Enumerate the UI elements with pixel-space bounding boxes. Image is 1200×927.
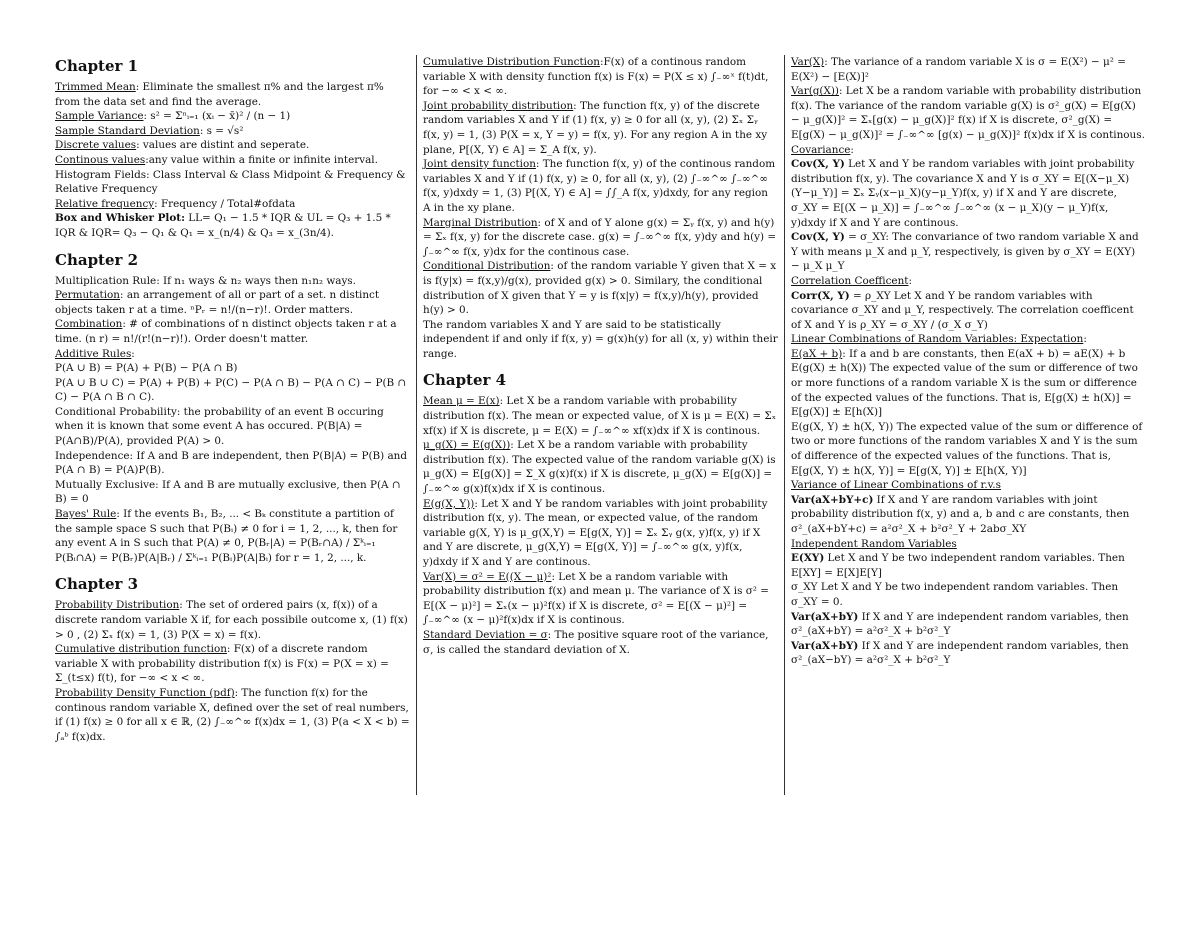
term-definition: : # of combinations of n distinct objects taken r at a time. (n r) = n!/(r!(n−r)!). Order doesn't matter. — [55, 318, 397, 345]
chapter1-body — [55, 80, 410, 241]
column-divider-left — [416, 55, 417, 795]
formula-entry — [791, 157, 1146, 230]
term-label: Var(aX+bY) — [791, 610, 859, 623]
formula-entry — [791, 610, 1146, 639]
term-label: Permutation — [55, 289, 121, 302]
formula-entry — [55, 507, 410, 565]
column-middle — [423, 55, 778, 657]
term-definition: LL= Q₁ − 1.5 * IQR & UL = Q₃ + 1.5 * IQR & IQR= Q₃ − Q₁ & Q₁ = x_(n/4) & Q₃ = x_(3n/4). — [55, 212, 391, 239]
term-label: Cumulative distribution function — [55, 643, 227, 656]
term-label: Joint probability distribution — [423, 99, 574, 112]
chapter4-heading: Chapter 4 — [423, 371, 507, 390]
formula-entry — [791, 230, 1146, 274]
term-definition: Mutually Exclusive: If A and B are mutually exclusive, then P(A ∩ B) = 0 — [55, 478, 401, 506]
term-label: Bayes' Rule — [55, 508, 117, 521]
term-label: μ_g(X) = E(g(X)) — [423, 439, 511, 452]
term-label: Box and Whisker Plot: — [55, 212, 185, 225]
term-label: Var(aX+bY) — [791, 639, 859, 652]
term-label: Var(g(X)) — [791, 85, 839, 98]
formula-entry — [55, 449, 410, 478]
term-definition: If X and Y are independent random variables, then σ²_(aX−bY) = a²σ²_X + b²σ²_Y — [791, 639, 1129, 667]
formula-entry — [423, 216, 778, 260]
formula-entry — [55, 124, 410, 139]
term-label: Cov(X, Y) — [791, 231, 845, 244]
term-definition: Independence: If A and B are independent, then P(B|A) = P(B) and P(A ∩ B) = P(A)P(B). — [55, 449, 408, 477]
term-label: Covariance — [791, 143, 851, 156]
term-definition: : The positive square root of the variance, σ, is called the standard deviation of X. — [423, 628, 769, 656]
formula-entry — [423, 55, 778, 99]
formula-entry — [55, 376, 410, 405]
term-definition: If X and Y are independent random variables, then σ²_(aX+bY) = a²σ²_X + b²σ²_Y — [791, 610, 1129, 638]
term-definition: : values are distint and seperate. — [136, 139, 310, 152]
chapter2-heading: Chapter 2 — [55, 250, 139, 269]
term-definition: : Let X and Y be random variables with joint probability distribution f(x, y). The mean, or expected value, of the random variable g(X, Y) is μ_g(X,Y) = E[g(X, Y)] = Σₓ Σᵧ g(x, y)f(x, y) if X and Y are discrete, μ_g(X,Y) = E[g(X, Y)] = ∫₋∞^∞ g(x, y)f(x, y)dxdy if X and Y are continous. — [423, 497, 768, 568]
term-definition: :any value within a finite or infinite interval. — [145, 153, 378, 166]
term-definition: : F(x) of a discrete random variable X with probability distribution f(x) is F(x) = P(X = x) = Σ_(t≤x) f(t), for −∞ < x < ∞. — [55, 643, 389, 685]
term-label: Conditional Distribution — [423, 260, 551, 273]
formula-entry — [791, 537, 1146, 552]
term-label: Cumulative Distribution Function — [423, 56, 600, 68]
term-definition: : of X and of Y alone g(x) = Σᵧ f(x, y) and h(y) = Σₓ f(x, y) for the discrete case. g(x) = ∫₋∞^∞ f(x, y)dy and h(y) = ∫₋∞^∞ f(x, y)dx for the continous case. — [423, 216, 777, 258]
formula-entry — [55, 168, 410, 197]
term-definition: Let X and Y be random variables with joint probability distribution f(x, y). The covariance X and Y is σ_XY = E[(X−μ_X)(Y−μ_Y)] = Σₓ Σᵧ(x−μ_X)(y−μ_Y)f(x, y) if X and Y are discrete, σ_XY = E[(X − μ_X)] = ∫₋∞^∞ ∫₋∞^∞ (x − μ_X)(y − μ_Y)f(x, y)dxdy if X and Y are continous. — [791, 158, 1135, 229]
term-definition: = ρ_XY Let X and Y be random variables with covariance σ_XY and μ_Y, respectively. The correlation coefficent of X and Y is ρ_XY = σ_XY / (σ_X σ_Y) — [791, 289, 1134, 331]
term-definition: Let X and Y be two independent random variables. Then E[XY] = E[X]E[Y] — [791, 552, 1125, 579]
formula-entry — [55, 274, 410, 289]
formula-entry — [791, 143, 1146, 158]
term-label: Relative frequency — [55, 197, 155, 210]
formula-entry — [791, 332, 1146, 347]
column-left — [55, 55, 410, 744]
formula-entry — [791, 639, 1146, 668]
term-label: Var(aX+bY+c) — [791, 493, 874, 506]
formula-entry — [55, 153, 410, 168]
formula-entry — [791, 55, 1146, 84]
formula-entry — [423, 394, 778, 438]
term-label: E(aX + b) — [791, 347, 843, 360]
term-label: Sample Variance — [55, 110, 144, 123]
term-definition: : The variance of a random variable X is σ = E(X²) − μ² = E(X²) − [E(X)]² — [791, 56, 1126, 83]
term-definition: P(A ∪ B ∪ C) = P(A) + P(B) + P(C) − P(A ∩ B) − P(A ∩ C) − P(B ∩ C) − P(A ∩ B ∩ C). — [55, 376, 407, 404]
term-definition: : — [850, 143, 854, 156]
term-definition: : s = √s² — [199, 124, 244, 137]
formula-entry — [55, 288, 410, 317]
term-definition: : Let X be a random variable with probability distribution f(x). The mean or expected value, of X is μ = E(X) = Σₓ xf(x) if X is discrete, μ = E(X) = ∫₋∞^∞ xf(x)dx if X is continous. — [423, 395, 777, 437]
joint-distributions-body — [423, 55, 778, 361]
term-label: Additive Rules — [55, 347, 132, 360]
formula-entry — [791, 289, 1146, 333]
formula-entry — [791, 361, 1146, 419]
term-definition: :F(x) of a continous random variable X with density function f(x) is F(x) = P(X ≤ x) ∫₋∞ˣ f(t)dt, for −∞ < x < ∞. — [423, 56, 769, 98]
term-definition: E(g(X, Y) ± h(X, Y)) The expected value of the sum or difference of two or more functions of the random variables X and Y is the sum of difference of the expected values of the functions. That is, E[g(X, Y) ± h(X, Y)] = E[g(X, Y)] ± E[h(X, Y)] — [791, 420, 1143, 477]
term-definition: : If the events B₁, B₂, ... < Bₖ constitute a partition of the sample space S such that P(Bᵢ) ≠ 0 for i = 1, 2, ..., k, then for any event A in S such that P(A) ≠ 0, P(Bᵣ|A) = P(Bᵣ∩A) / Σᵏᵢ₌₁ P(Bᵢ∩A) = P(Bᵣ)P(A|Bᵣ) / Σᵏᵢ₌₁ P(Bᵢ)P(A|Bᵢ) for r = 1, 2, ..., k. — [55, 508, 398, 564]
chapter3-heading: Chapter 3 — [55, 575, 139, 594]
term-definition: : — [908, 274, 912, 287]
formula-entry — [55, 405, 410, 449]
formula-entry — [55, 211, 410, 240]
formula-entry — [791, 84, 1146, 142]
formula-entry — [55, 361, 410, 376]
term-definition: = σ_XY: The convariance of two random variable X and Y with means μ_X and μ_Y, respectively, is given by σ_XY = E(XY) − μ_X μ_Y — [791, 231, 1139, 273]
term-label: Var(X) — [791, 56, 825, 68]
formula-entry — [423, 497, 778, 570]
term-label: Continous values — [55, 153, 146, 166]
term-definition: Histogram Fields: Class Interval & Class Midpoint & Frequency & Relative Frequency — [55, 168, 406, 196]
formula-entry — [55, 80, 410, 109]
term-definition: The random variables X and Y are said to be statistically independent if and only if f(x, y) = g(x)h(y) for all (x, y) within their range. — [423, 318, 778, 360]
term-definition: : — [131, 347, 135, 360]
term-definition: If X and Y are random variables with joint probability distribution f(x, y) and a, b and c are constants, then σ²_(aX+bY+c) = a²σ²_X + b²σ²_Y + 2abσ_XY — [791, 493, 1130, 535]
term-label: Combination — [55, 318, 123, 331]
formula-entry — [423, 628, 778, 657]
formula-entry — [423, 99, 778, 157]
term-definition: : Frequency / Total#ofdata — [154, 197, 296, 210]
formula-entry — [791, 274, 1146, 289]
term-definition: P(A ∪ B) = P(A) + P(B) − P(A ∩ B) — [55, 362, 238, 375]
formula-entry — [55, 347, 410, 362]
formula-entry — [423, 318, 778, 362]
term-label: Joint density function — [423, 158, 536, 171]
column-divider-right — [784, 55, 785, 795]
formula-entry — [423, 157, 778, 215]
term-label: E(g(X, Y)) — [423, 497, 475, 510]
formula-entry — [791, 420, 1146, 478]
variance-covariance-body — [791, 55, 1146, 668]
formula-entry — [791, 580, 1146, 609]
formula-entry — [791, 347, 1146, 362]
term-label: Marginal Distribution — [423, 216, 538, 229]
term-label: Correlation Coefficent — [791, 274, 909, 287]
term-label: Discrete values — [55, 139, 137, 152]
term-definition: Conditional Probability: the probability of an event B occuring when it is known that some event A has occured. P(B|A) = P(A∩B)/P(A), provided P(A) > 0. — [55, 405, 384, 448]
term-definition: : Eliminate the smallest π% and the largest π% from the data set and find the average. — [55, 81, 384, 108]
term-definition: : an arrangement of all or part of a set. n distinct objects taken r at a time. ⁿPᵣ = n!/(n−r)!. Order matters. — [55, 289, 380, 316]
formula-entry — [423, 570, 778, 628]
formula-entry — [423, 259, 778, 317]
term-definition: : The function f(x, y) of the discrete random variables X and Y if (1) f(x, y) ≥ 0 for all (x, y), (2) Σₓ Σᵧ f(x, y) = 1, (3) P(X = x, Y = y) = f(x, y). For any region A in the xy plane, P[(X, Y) ∈ A] = Σ_A f(x, y). — [423, 99, 768, 156]
formula-entry — [55, 686, 410, 744]
term-label: Probability Density Function (pdf) — [55, 686, 235, 699]
term-label: Independent Random Variables — [791, 537, 957, 550]
chapter1-heading: Chapter 1 — [55, 57, 139, 75]
formula-entry — [55, 138, 410, 153]
formula-entry — [55, 317, 410, 346]
term-definition: : — [1083, 333, 1087, 346]
formula-entry — [55, 478, 410, 507]
term-label: Probability Distribution — [55, 599, 180, 612]
term-definition: : Let X be a random variable with probability distribution f(x). The expected value of the random variable g(X) is μ_g(X) = E[g(X)] = Σ_X g(x)f(x) if X is discrete, μ_g(X) = E[g(X)] = ∫₋∞^∞ g(x)f(x)dx if X is continous. — [423, 439, 776, 496]
formula-entry — [55, 109, 410, 124]
term-definition: : The set of ordered pairs (x, f(x)) of a discrete random variable X if, for each possibile outcome x, (1) f(x) > 0 , (2) Σₓ f(x) = 1, (3) P(X = x) = f(x). — [55, 599, 408, 641]
term-definition: : Let X be a random variable with probability distribution f(x) and mean μ. The variance of X is σ² = E[(X − μ)²] = Σₓ(x − μ)²f(x) if X is discrete, σ² = E[(X − μ)²] = ∫₋∞^∞ (x − μ)²f(x)dx if X is continous. — [423, 570, 769, 627]
formula-entry — [423, 438, 778, 496]
term-label: Variance of Linear Combinations of r.v.s — [791, 479, 1001, 492]
formula-entry — [791, 493, 1146, 537]
term-label: Cov(X, Y) — [791, 158, 845, 171]
term-definition: : s² = Σⁿᵢ₌₁ (xᵢ − x̄)² / (n − 1) — [143, 110, 291, 123]
term-definition: : The function f(x, y) of the continous random variables X and Y if (1) f(x, y) ≥ 0, for all (x, y), (2) ∫₋∞^∞ ∫₋∞^∞ f(x, y)dxdy = 1, (3) P[(X, Y) ∈ A] = ∫∫_A f(x, y)dxdy, for any region A in the xy plane. — [423, 158, 776, 214]
term-definition: : If a and b are constants, then E(aX + b) = aE(X) + b — [842, 347, 1126, 360]
term-label: Var(X) = σ² = E((X − μ)² — [423, 570, 552, 583]
formula-entry — [791, 478, 1146, 493]
term-definition: : Let X be a random variable with probability distribution f(x). The variance of the random variable g(X) is σ²_g(X) = E[g(X) − μ_g(X)]² = Σₓ[g(x) − μ_g(X)]² f(x) if X is discrete, σ²_g(X) = E[g(X) − μ_g(X)]² = ∫₋∞^∞ [g(x) − μ_g(X)]² f(x)dx if X is continous. — [791, 85, 1145, 141]
chapter4-body — [423, 394, 778, 657]
formula-entry — [791, 551, 1146, 580]
term-label: Corr(X, Y) — [791, 289, 850, 302]
chapter3-body — [55, 598, 410, 744]
term-definition: σ_XY Let X and Y be two independent random variables. Then σ_XY = 0. — [791, 581, 1119, 608]
term-label: Trimmed Mean — [55, 81, 136, 93]
term-definition: E(g(X) ± h(X)) The expected value of the sum or difference of two or more functions of a random variable X is the sum or difference of the expected values of the functions. That is, E[g(X) ± h(X)] = E[g(X)] ± E[h(X)] — [791, 362, 1138, 419]
formula-entry — [55, 598, 410, 642]
term-definition: : The function f(x) for the continous random variable X, defined over the set of real numbers, if (1) f(x) ≥ 0 for all x ∈ ℝ, (2) ∫₋∞^∞ f(x)dx = 1, (3) P(a < X < b) = ∫ₐᵇ f(x)dx. — [55, 686, 410, 743]
formula-entry — [55, 197, 410, 212]
term-definition: Multiplication Rule: If n₁ ways & n₂ ways then n₁n₂ ways. — [55, 274, 356, 287]
term-label: Sample Standard Deviation — [55, 124, 200, 137]
column-right — [791, 55, 1146, 668]
chapter2-body — [55, 274, 410, 566]
term-label: Linear Combinations of Random Variables: Expectation — [791, 333, 1084, 346]
formula-entry — [55, 642, 410, 686]
term-definition: : of the random variable Y given that X = x is f(y|x) = f(x,y)/g(x), provided g(x) > 0. Similary, the conditional distribution of X given that Y = y is f(x|y) = f(x,y)/h(y), provided h(y) > 0. — [423, 260, 777, 317]
term-label: Standard Deviation = σ — [423, 628, 548, 641]
term-label: E(XY) — [791, 552, 825, 565]
term-label: Mean μ = E(x) — [423, 395, 500, 408]
